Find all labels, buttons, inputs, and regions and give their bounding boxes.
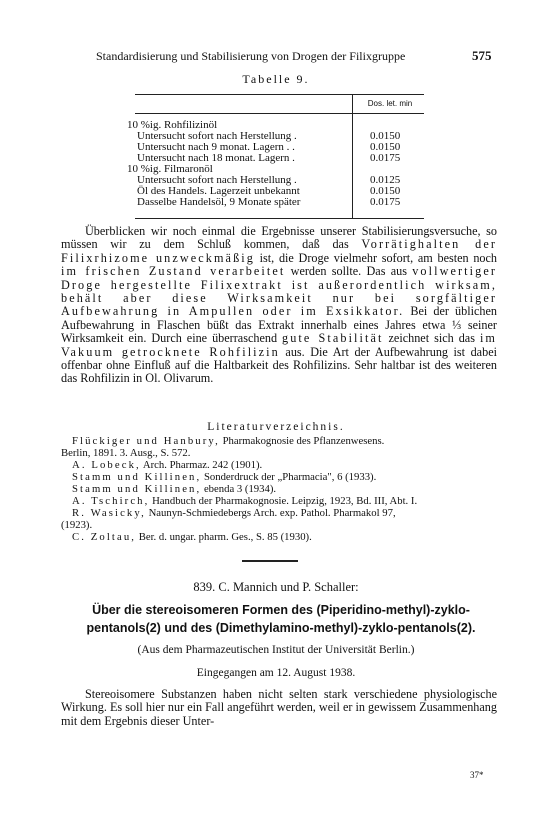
emphasis-text: im frischen Zustand verarbeitet [61, 264, 286, 279]
emphasis-text: Vorrätighalten der Filixrhizome unzweckmäßig [61, 237, 497, 265]
paragraph-text: Überblicken wir noch einmal die Ergebnisse unserer Stabilisierungsversuche, so müssen wir zu dem Schluß kommen, daß das [61, 224, 497, 252]
reference-author: A. Tschirch, [72, 495, 150, 507]
paragraph-text: aus. Die Art der Aufbewahrung ist dabei offenbar ohne Einfluß auf die Haltbarkeit des Rohfilizins. Sehr haltbar ist des weiteren das Rohfilizin in Ol. Olivarum. [61, 344, 497, 386]
table-row-label: Untersucht sofort nach Herstellung . [137, 174, 297, 186]
reference-author: R. Wasicky, [72, 507, 146, 519]
paragraph-text: zeichnet sich das [388, 331, 475, 346]
table-column-header: Dos. let. min [367, 99, 413, 108]
table-row-label: Untersucht nach 18 monat. Lagern . [137, 152, 295, 164]
reference-text: Handbuch der Pharmakognosie. Leipzig, 1923, Bd. III, Abt. I. [149, 495, 418, 507]
table-rule-head [135, 113, 424, 114]
reference-author: C. Zoltau, [72, 531, 137, 543]
reference-author: Stamm und Killinen, [72, 471, 202, 483]
table-row-value: 0.0175 [370, 196, 401, 208]
bibliography-heading: Literaturverzeichnis. [207, 421, 345, 433]
reference-item [72, 532, 312, 544]
reference-item [72, 472, 376, 484]
table-row-label: Öl des Handels. Lagerzeit unbekannt [137, 185, 300, 197]
table-row-value: 0.0150 [370, 130, 401, 142]
reference-author: Flückiger und Hanbury, [72, 435, 220, 447]
emphasis-text: vollwertiger Droge hergestellte Filixextrakt ist außerordentlich wirksam, behält aber diese Wirksamkeit nur bei sorgfältiger Aufbewahrung in Ampullen oder im Exsikkator. [61, 264, 497, 319]
article-received-date: Eingegangen am 12. August 1938. [196, 667, 356, 679]
table-row-label: Dasselbe Handelsöl, 9 Monate später [137, 196, 301, 208]
reference-item [72, 496, 417, 508]
running-header-title: Standardisierung und Stabilisierung von Drogen der Filixgruppe [96, 49, 406, 63]
table-row-value: 0.0150 [370, 185, 401, 197]
reference-item [72, 484, 276, 496]
article-authors: C. Mannich und P. Schaller: [218, 580, 359, 594]
emphasis-text: im Vakuum getrocknete Rohfilizin [61, 331, 498, 359]
table-rule-bottom [135, 218, 424, 219]
reference-author: Stamm und Killinen, [72, 483, 202, 495]
page-number: 575 [472, 48, 492, 63]
reference-author: A. Lobeck, [72, 459, 141, 471]
paragraph-text: werden sollte. Das aus [290, 264, 407, 279]
article-body [61, 688, 497, 728]
reference-continuation: Berlin, 1891. 3. Ausg., S. 572. [61, 447, 191, 459]
article-heading [0, 580, 552, 595]
article-title-line: pentanols(2) und des (Dimethylamino-methyl)-zyklo-pentanols(2). [86, 621, 476, 635]
reference-text: Ber. d. ungar. pharm. Ges., S. 85 (1930). [136, 531, 312, 543]
reference-item [72, 460, 262, 472]
table-row-label: Untersucht nach 9 monat. Lagern . . [137, 141, 295, 153]
table-row-value: 0.0175 [370, 152, 401, 164]
reference-item [72, 508, 396, 520]
reference-item [72, 436, 384, 448]
article-body-text: Stereoisomere Substanzen haben nicht selten stark verschiedene physiologische Wirkung. Es soll hier nur ein Fall angeführt werden, weil er in gewissem Zusammenhang mit dem Ergebnis dieser Unter- [61, 687, 497, 728]
table-row-label: 10 %ig. Filmaronöl [127, 163, 213, 175]
emphasis-text: gute Stabilität [282, 331, 384, 346]
table-caption: Tabelle 9. [242, 72, 310, 86]
article-number: 839. [193, 580, 216, 594]
table-row-value: 0.0125 [370, 174, 401, 186]
reference-text: Sonderdruck der „Pharmacia", 6 (1933). [201, 471, 377, 483]
reference-continuation: (1923). [61, 519, 93, 531]
article-affiliation: (Aus dem Pharmazeutischen Institut der Universität Berlin.) [137, 644, 415, 656]
table-column-divider [352, 94, 353, 218]
signature-mark: 37* [470, 770, 484, 780]
table-row-label: 10 %ig. Rohfilizinöl [127, 119, 218, 131]
reference-text: Arch. Pharmaz. 242 (1901). [140, 459, 263, 471]
reference-text: ebenda 3 (1934). [201, 483, 277, 495]
section-separator [242, 560, 298, 562]
table-row-label: Untersucht sofort nach Herstellung . [137, 130, 297, 142]
article-title-line: Über die stereoisomeren Formen des (Piperidino-methyl)-zyklo- [92, 603, 470, 617]
table-row-value: 0.0150 [370, 141, 401, 153]
paragraph-text: Bei der üblichen Aufbewahrung in Flaschen büßt das Extrakt innerhalb eines Jahres etwa ⅓ seiner Wirksamkeit ein. Durch eine überraschend [61, 304, 498, 346]
summary-paragraph [61, 225, 497, 386]
table-rule-top [135, 94, 424, 95]
reference-text: Pharmakognosie des Pflanzenwesens. [219, 435, 385, 447]
paragraph-text: ist, die Droge vielmehr sofort, am besten noch [259, 250, 498, 265]
reference-text: Naunyn-Schmiedebergs Arch. exp. Pathol. Pharmakol 97, [145, 507, 396, 519]
